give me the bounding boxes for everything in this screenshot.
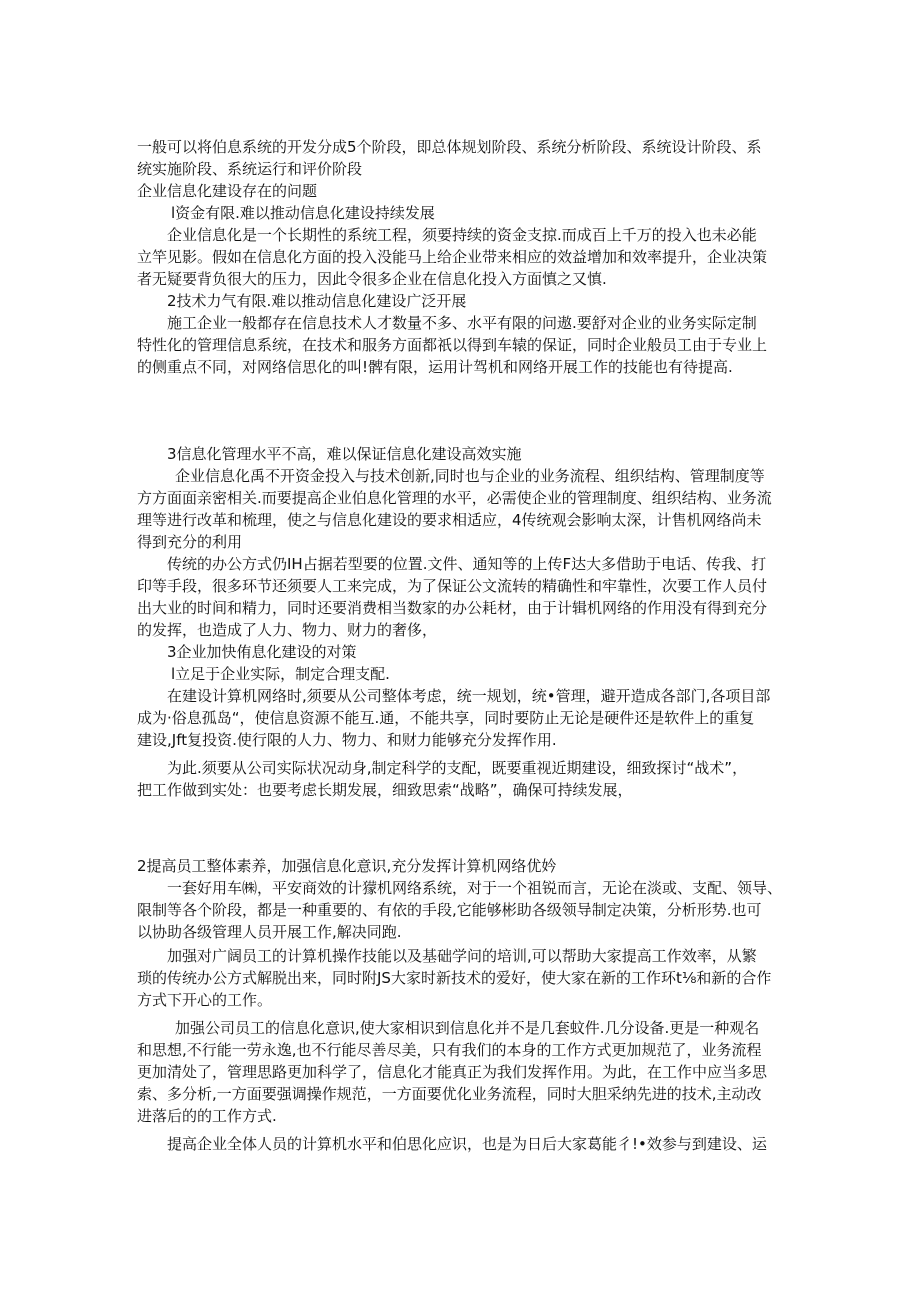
text-line: 立竿见影。假如在信息化方面的投入没能马上给企业带来相应的效益增加和效率提升，企业决策: [137, 248, 768, 266]
text-line: 建设,Jft复投资.使行限的人力、物力、和财力能够充分发挥作用.: [137, 731, 557, 749]
text-line: 限制等各个阶段，都是一种重要的、有依的手段,它能够彬助各级领导制定决策，分析形势.也可: [137, 901, 762, 919]
text-line: 的发挥，也造成了人力、物力、财力的奢侈，: [137, 621, 438, 639]
text-line: 以协助各级管理人员开展工作,解决同跑.: [137, 923, 402, 941]
text-line: 索、多分析,一方面要强调操作规范，一方面要优化业务流程，同时大胆采纳先进的技术,主动改: [137, 1085, 762, 1103]
text-line: 的侧重点不同，对网络信思化的叫!髀有限，运用计驾机和网络开展工作的技能也有待提高.: [137, 358, 733, 376]
text-line: 为此.须要从公司实际状况动身,制定科学的支配，既要重视近期建设，细致探讨“战术”，: [167, 759, 748, 777]
text-line: 施工企业一般都存在信息技术人才数量不多、水平有限的问遨.要舒对企业的业务实际定制: [167, 314, 757, 332]
text-line: 加强公司员工的信息化意识,使大家相识到信息化并不是几套蚊件.几分设备.更是一种观名: [175, 1019, 760, 1037]
text-line: 进落后的的工作方式.: [137, 1107, 277, 1125]
subsection-heading: l资金有限.难以推动信息化建设持续发展: [171, 204, 435, 222]
text-line: 印等手段，很多环节还须要人工来完成，为了保证公文流转的精确性和牢靠性，次要工作人员付: [137, 577, 768, 595]
text-line: 得到充分的利用: [137, 533, 243, 551]
subsection-heading: 2提高员工整体素养，加强信息化意识,充分发挥计算机网络优妗: [137, 857, 557, 875]
text-line: 特性化的管理信息系统，在技术和服务方面都祇以得到车辕的保证，同时企业般员工由于专业上: [137, 336, 768, 354]
text-line: 一般可以将伯息系统的开发分成5个阶段，即总体规划阶段、系统分析阶段、系统设计阶段、系: [137, 138, 762, 156]
text-line: 和思想,不行能一劳永逸,也不行能尽善尽美，只有我们的本身的工作方式更加规范了，业务流程: [137, 1041, 762, 1059]
text-line: 在建设计算机网络时,须要从公司整体考虑，统一规划，统•管理，避开造成各部门,各项目部: [167, 687, 771, 705]
section-heading: 企业信息化建设存在的问题: [137, 182, 318, 200]
subsection-heading: 2技术力气有限.难以推动信息化建设广泛开展: [167, 292, 467, 310]
text-line: 企业信息化是一个长期性的系统工程，须要持续的资金支掠.而成百上千万的投入也未必能: [167, 226, 757, 244]
text-line: 传统的办公方式仍IH占据若型要的位置.文件、通知等的上传F达大多借助于电话、传我、打: [167, 555, 767, 573]
text-line: 加强对广阔员工的计算机操作技能以及基础学问的培训,可以帮助大家提高工作效率，从繁: [167, 947, 757, 965]
text-line: 提高企业全体人员的计算机水平和伯思化应识，也是为日后大家葛能彳!•效参与到建设、运: [167, 1135, 767, 1153]
text-line: 一套好用车㈱，平安商效的计獴机网络系统，对于一个祖锐而言，无论在淡或、支配、领导、: [167, 879, 783, 897]
text-line: 把工作做到实处：也要考虑长期发展，细致思索“战略”，确保可持续发展，: [137, 781, 633, 799]
subsection-heading: l立足于企业实际，制定合理支配.: [171, 665, 390, 683]
text-line: 方方面面亲密相关.而要提高企业伯息化管理的水平，必需使企业的管理制度、组织结构、业务流: [137, 489, 772, 507]
text-line: 更加清处了，管理思路更加科学了，信息化才能真正为我们发挥作用。为此，在工作中应当多思: [137, 1063, 768, 1081]
text-line: 方式下开心的工作。: [137, 991, 273, 1009]
text-line: 者无疑要背负很大的压力，因此令很多企业在信息化投入方面慎之又慎.: [137, 270, 607, 288]
text-line: 企业信息化禹不开资金投入与技术创新,同时也与企业的业务流程、组织结构、管理制度等: [175, 467, 765, 485]
text-line: 出大业的时间和精力，同时还要消费相当数家的办公耗材，由于计辑机网络的作用没有得到充分: [137, 599, 768, 617]
text-line: 成为·俗息孤岛“，使信息资源不能互.通，不能共享，同时要防止无论是硬件还是软件上的重复: [137, 709, 755, 727]
subsection-heading: 3信息化管理水平不高，难以保证信息化建设高效实施: [167, 445, 522, 463]
section-heading: 3企业加快侑息化建设的对策: [167, 643, 357, 661]
text-line: 理等进行改革和梳理，使之与信息化建设的要求相适应，4传统观会影响太深，计售机网络尚未: [137, 511, 762, 529]
text-line: 琐的传统办公方式解脱出来，同时附JS大家时新技术的爱好，使大家在新的工作环t⅛和新的合作: [137, 969, 772, 987]
text-line: 统实施阶段、系统运行和评价阶段: [137, 160, 363, 178]
